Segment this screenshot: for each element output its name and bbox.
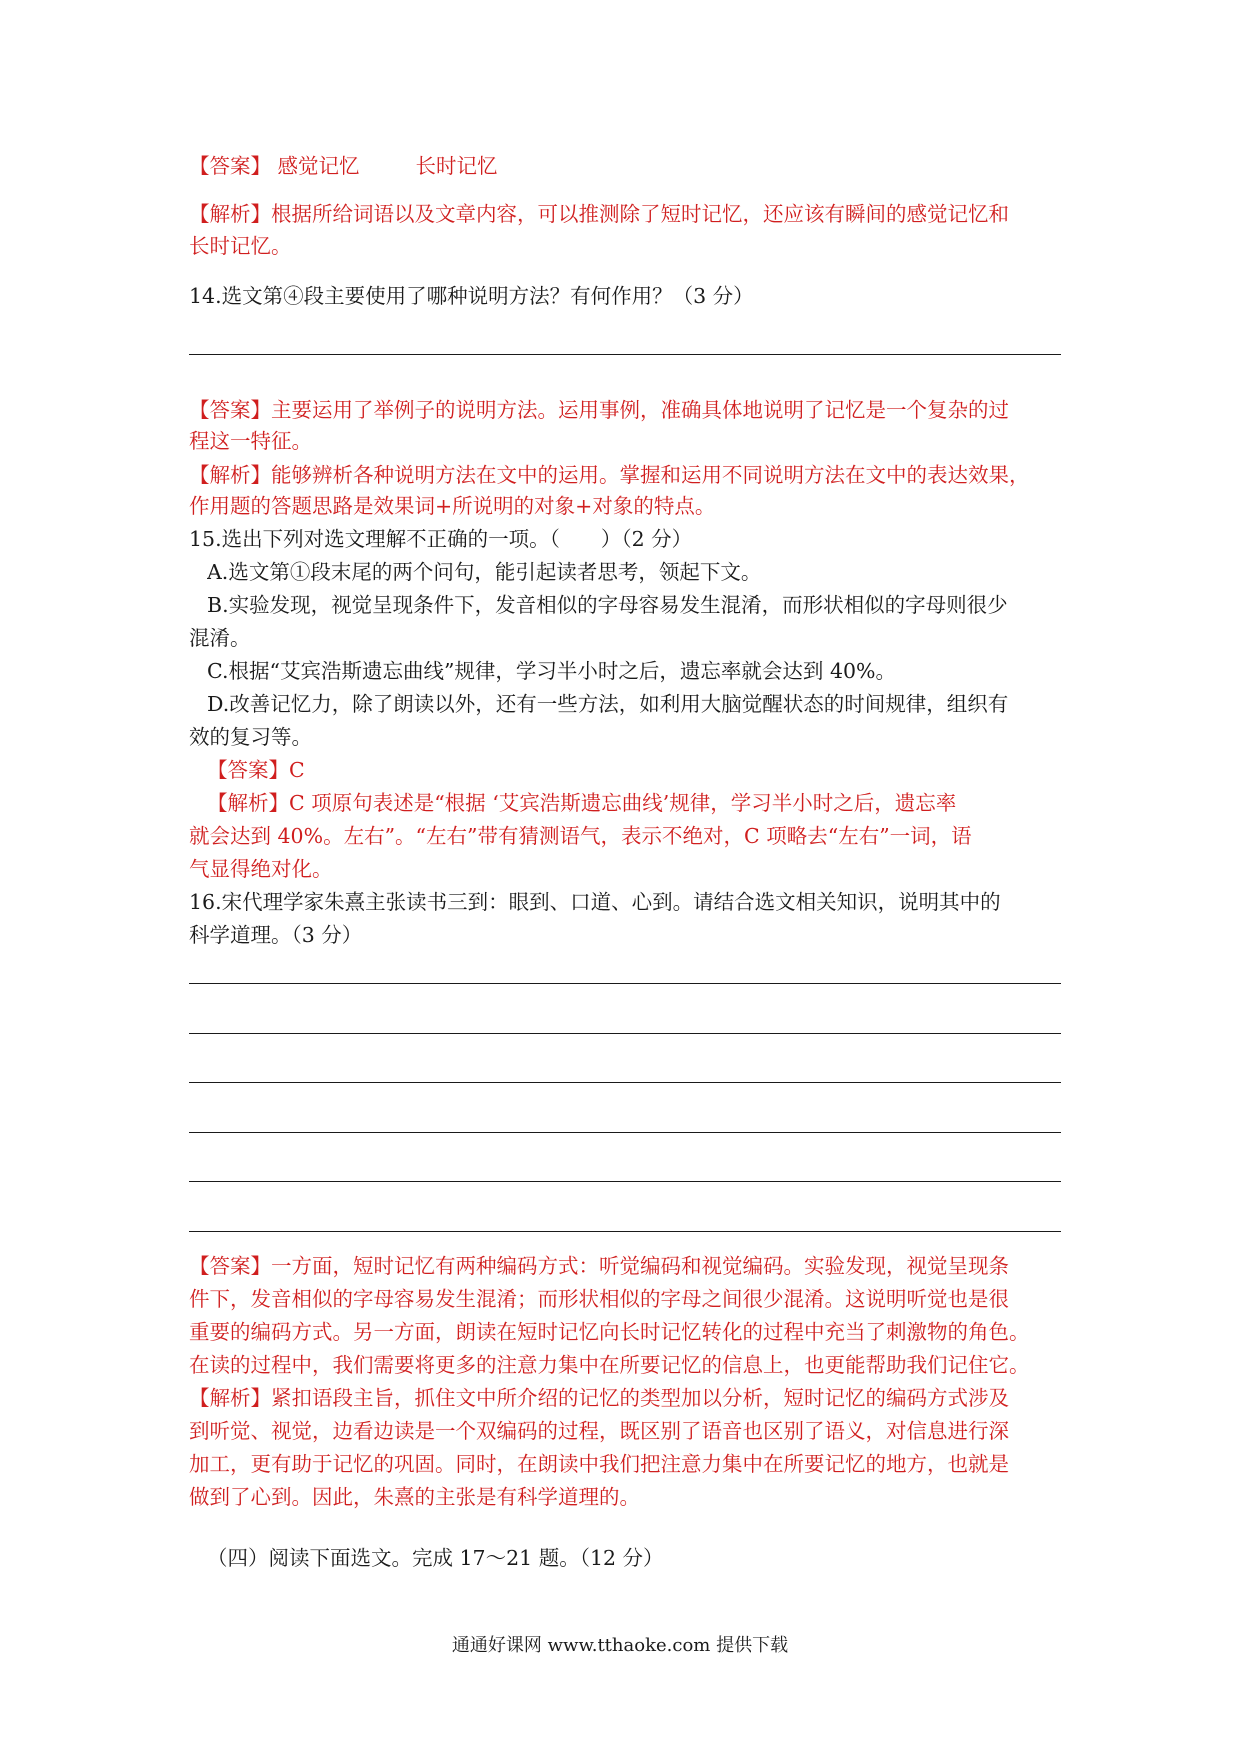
page-footer: 通通好课网 www.tthaoke.com 提供下载 xyxy=(451,1635,789,1656)
q13-analysis-line-2: 长时记忆。 xyxy=(189,234,292,258)
q13-answer xyxy=(189,150,1061,183)
q14-answer-line-1: 【答案】主要运用了举例子的说明方法。运用事例，准确具体地说明了记忆是一个复杂的过 xyxy=(189,398,1009,422)
q16-answer-line-2: 件下，发音相似的字母容易发生混淆；而形状相似的字母之间很少混淆。这说明听觉也是很 xyxy=(189,1287,1009,1311)
q14-question: 14.选文第④段主要使用了哪种说明方法？有何作用？（3 分） xyxy=(189,284,754,308)
q15-option-d-line-2: 效的复习等。 xyxy=(189,725,312,749)
answer-part-2: 长时记忆 xyxy=(415,154,498,178)
q15-question: 15.选出下列对选文理解不正确的一项。（ ）（2 分） xyxy=(189,527,693,551)
q16-answer-rule-4 xyxy=(189,1132,1061,1133)
q15-answer: 【答案】C xyxy=(207,758,305,782)
section-4-heading: （四）阅读下面选文。完成 17～21 题。（12 分） xyxy=(207,1546,664,1570)
q15-analysis-line-2: 就会达到 40%。左右”。“左右”带有猜测语气，表示不绝对，C 项略去“左右”一词，语 xyxy=(189,824,972,848)
q14-answer-rule xyxy=(189,354,1061,355)
q16-analysis-line-1: 【解析】紧扣语段主旨，抓住文中所介绍的记忆的类型加以分析，短时记忆的编码方式涉及 xyxy=(189,1386,1009,1410)
q15-analysis-line-3: 气显得绝对化。 xyxy=(189,857,333,881)
q15-option-b-line-2: 混淆。 xyxy=(189,626,251,650)
q16-answer-rule-2 xyxy=(189,1033,1061,1034)
q16-answer-line-1: 【答案】一方面，短时记忆有两种编码方式：听觉编码和视觉编码。实验发现，视觉呈现条 xyxy=(189,1254,1009,1278)
q15-option-a: A.选文第①段末尾的两个问句，能引起读者思考，领起下文。 xyxy=(207,560,762,584)
q14-answer-line-2: 程这一特征。 xyxy=(189,429,312,453)
q16-answer-rule-3 xyxy=(189,1082,1061,1083)
q16-answer-rule-5 xyxy=(189,1181,1061,1182)
q15-option-b-line-1: B.实验发现，视觉呈现条件下，发音相似的字母容易发生混淆，而形状相似的字母则很少 xyxy=(207,593,1008,617)
q16-answer-rule-6 xyxy=(189,1231,1061,1232)
q13-analysis-line-1: 【解析】根据所给词语以及文章内容，可以推测除了短时记忆，还应该有瞬间的感觉记忆和 xyxy=(189,202,1009,226)
q14-analysis-line-2: 作用题的答题思路是效果词+所说明的对象+对象的特点。 xyxy=(189,494,716,518)
q16-analysis-line-3: 加工，更有助于记忆的巩固。同时，在朗读中我们把注意力集中在所要记忆的地方，也就是 xyxy=(189,1452,1009,1476)
q16-answer-line-4: 在读的过程中，我们需要将更多的注意力集中在所要记忆的信息上，也更能帮助我们记住它。 xyxy=(189,1353,1030,1377)
q16-analysis-line-4: 做到了心到。因此，朱熹的主张是有科学道理的。 xyxy=(189,1485,640,1509)
q15-option-d-line-1: D.改善记忆力，除了朗读以外，还有一些方法，如利用大脑觉醒状态的时间规律，组织有 xyxy=(207,692,1009,716)
q14-analysis-line-1: 【解析】能够辨析各种说明方法在文中的运用。掌握和运用不同说明方法在文中的表达效果， xyxy=(189,463,1030,487)
answer-tag: 【答案】 xyxy=(189,154,271,178)
q15-analysis-line-1: 【解析】C 项原句表述是“根据 ‘艾宾浩斯遗忘曲线’规律，学习半小时之后，遗忘率 xyxy=(207,791,957,815)
q16-analysis-line-2: 到听觉、视觉，边看边读是一个双编码的过程，既区别了语音也区别了语义，对信息进行深 xyxy=(189,1419,1009,1443)
answer-part-1: 感觉记忆 xyxy=(277,154,360,178)
q16-question-line-1: 16.宋代理学家朱熹主张读书三到：眼到、口道、心到。请结合选文相关知识，说明其中的 xyxy=(189,890,1001,914)
q16-answer-rule-1 xyxy=(189,983,1061,984)
q16-answer-line-3: 重要的编码方式。另一方面，朗读在短时记忆向长时记忆转化的过程中充当了刺激物的角色。 xyxy=(189,1320,1030,1344)
q16-question-line-2: 科学道理。（3 分） xyxy=(189,923,363,947)
q15-option-c: C.根据“艾宾浩斯遗忘曲线”规律，学习半小时之后，遗忘率就会达到 40%。 xyxy=(207,659,897,683)
